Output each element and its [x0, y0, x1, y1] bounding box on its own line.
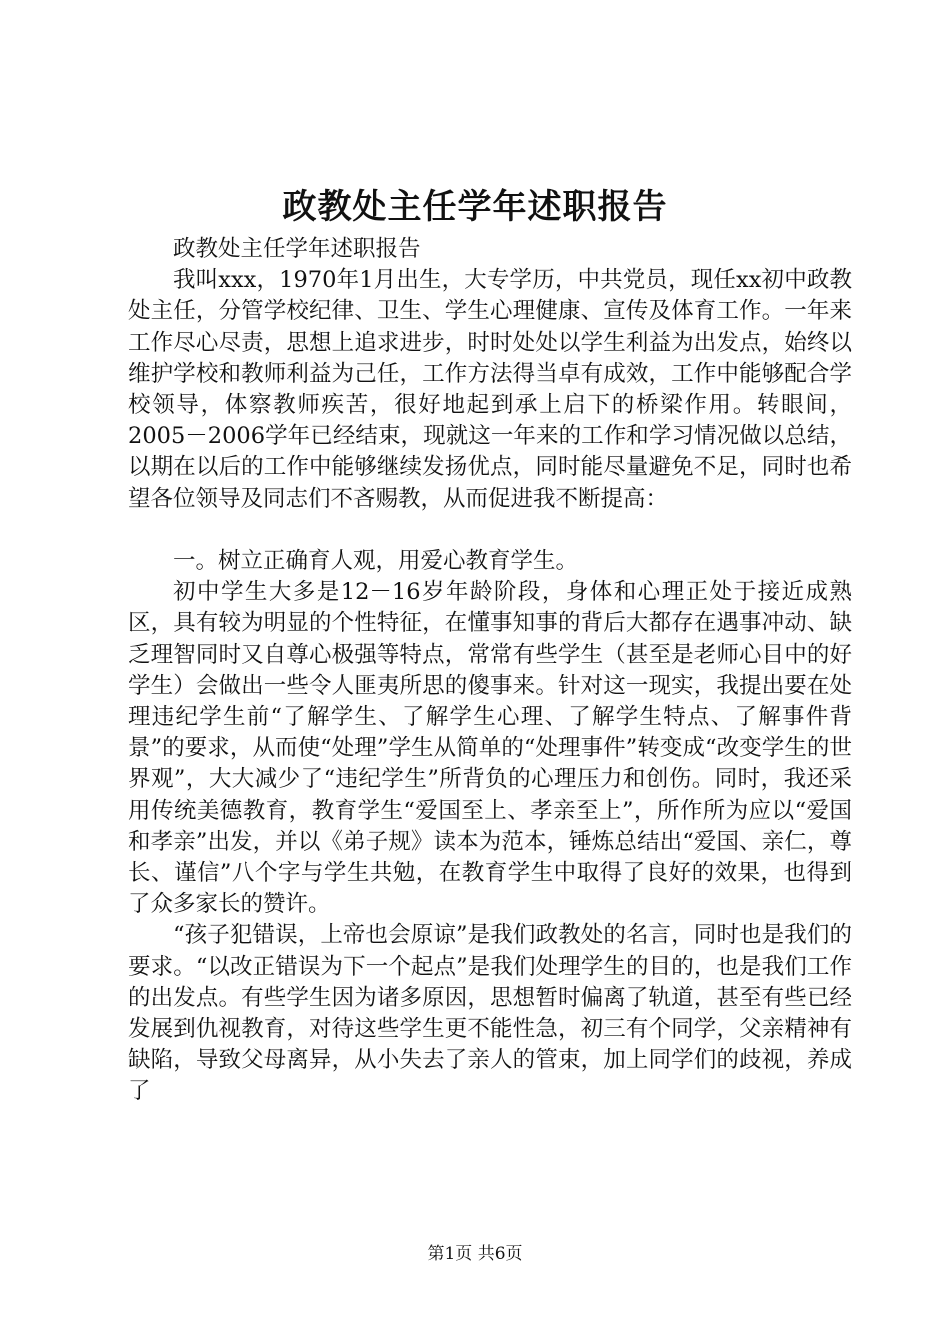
paragraph-section-1-b: “孩子犯错误，上帝也会原谅”是我们政教处的名言，同时也是我们的要求。“以改正错误为下一个起点”是我们处理学生的目的，也是我们工作的出发点。有些学生因为诸多原因，思想暂时偏离了轨道，甚至有些已经发展到仇视教育，对待这些学生更不能性急，初三有个同学，父亲精神有缺陷，导致父母离异，从小失去了亲人的管束，加上同学们的歧视，养成了: [128, 922, 852, 1105]
document-subtitle: 政教处主任学年述职报告: [173, 236, 421, 262]
page-footer: 第1页 共6页: [427, 1244, 523, 1264]
paragraph-section-1: 初中学生大多是12－16岁年龄阶段，身体和心理正处于接近成熟区，具有较为明显的个性特征，在懂事知事的背后大都存在遇事冲动、缺乏理智同时又自尊心极强等特点，常常有些学生（甚至是老师心目中的好学生）会做出一些令人匪夷所思的傻事来。针对这一现实，我提出要在处理违纪学生前“了解学生、了解学生心理、了解学生特点、了解事件背景”的要求，从而使“处理”学生从简单的“处理事件”转变成“改变学生的世界观”，大大减少了“违纪学生”所背负的心理压力和创伤。同时，我还采用传统美德教育，教育学生“爱国至上、孝亲至上”，所作所为应以“爱国和孝亲”出发，并以《弟子规》读本为范本，锤炼总结出“爱国、亲仁，尊长、谨信”八个字与学生共勉，在教育学生中取得了良好的效果，也得到了众多家长的赞许。: [128, 579, 852, 918]
paragraph-spacer: [128, 515, 852, 546]
section-heading-1: 一。树立正确育人观，用爱心教育学生。: [173, 548, 579, 575]
paragraph-intro: 我叫xxx，1970年1月出生，大专学历，中共党员，现任xx初中政教处主任，分管学校纪律、卫生、学生心理健康、宣传及体育工作。一年来工作尽心尽责，思想上追求进步，时时处处以学生利益为出发点，始终以维护学校和教师利益为己任，工作方法得当卓有成效，工作中能够配合学校领导，体察教师疾苦，很好地起到承上启下的桥梁作用。转眼间，2005－2006学年已经结束，现就这一年来的工作和学习情况做以总结，以期在以后的工作中能够继续发扬优点，同时能尽量避免不足，同时也希望各位领导及同志们不吝赐教，从而促进我不断提高：: [128, 267, 852, 512]
document-title: 政教处主任学年述职报告: [282, 187, 668, 227]
document-body: [128, 234, 852, 1108]
